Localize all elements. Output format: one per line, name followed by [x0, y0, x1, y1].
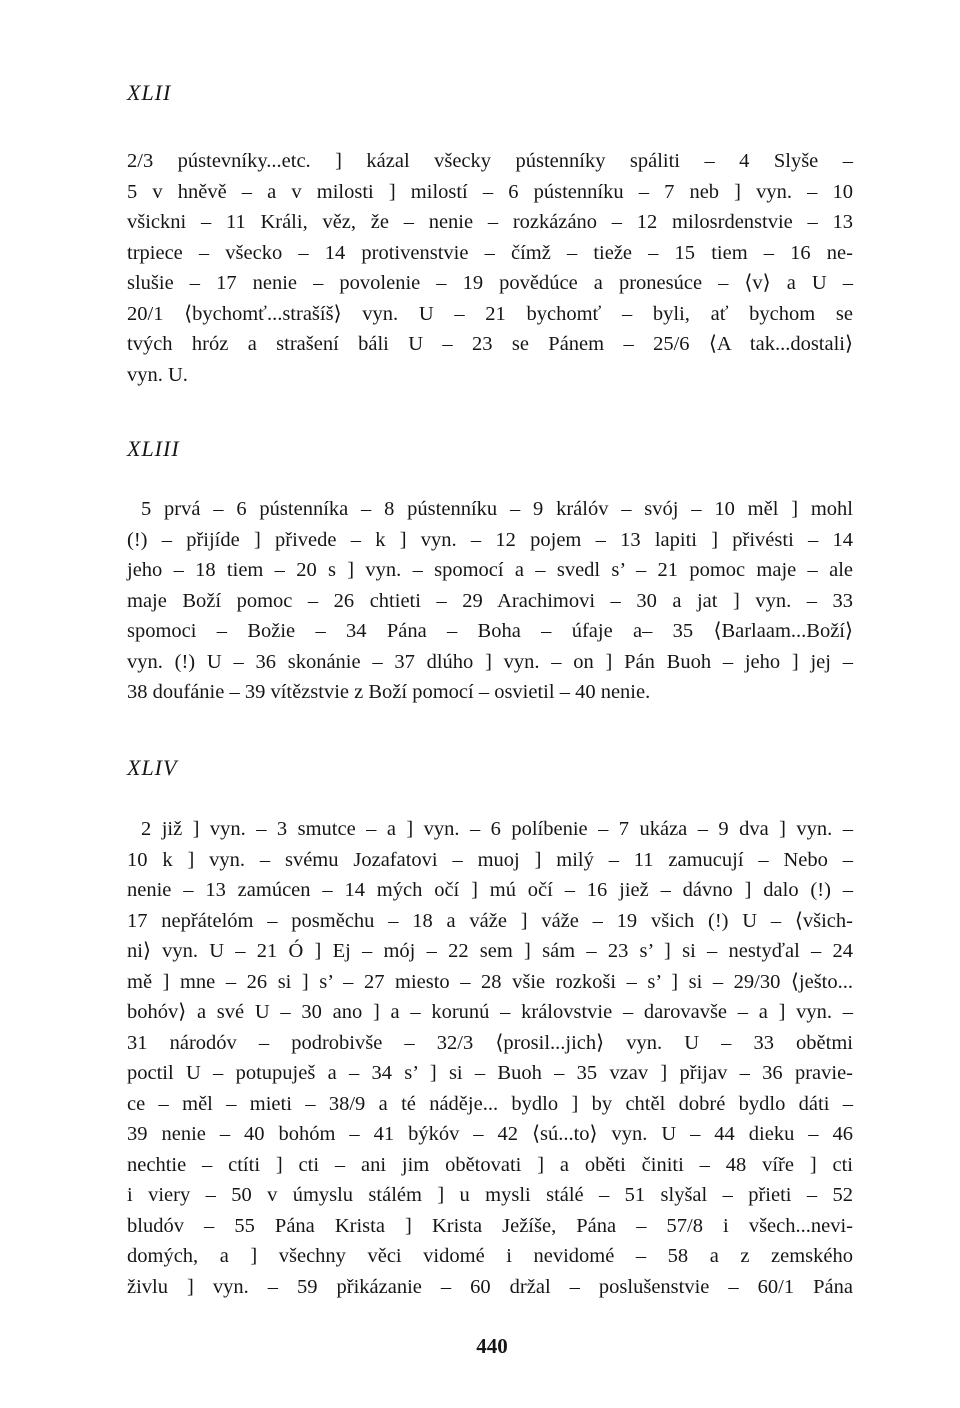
text-line: ce – měl – mieti – 38/9 a té náděje... bydlo ] by chtěl dobré bydlo dáti – — [127, 1092, 853, 1115]
text-line: (!) – přijíde ] přivede – k ] vyn. – 12 pojem – 13 lapiti ] přivésti – 14 — [127, 528, 853, 551]
text-line: všickni – 11 Králi, věz, že – nenie – rozkázáno – 12 milosrdenstvie – 13 — [127, 211, 853, 233]
text-line: bludóv – 55 Pána Krista ] Krista Ježíše, Pána – 57/8 i všech...nevi- — [127, 1214, 853, 1237]
text-line: ni⟩ vyn. U – 21 Ó ] Ej – mój – 22 sem ] sám – 23 s’ ] si – nestyďal – 24 — [127, 940, 853, 962]
text-line: 31 národóv – podrobivše – 32/3 ⟨prosil...jich⟩ vyn. U – 33 obětmi — [127, 1031, 853, 1054]
text-line: trpiece – všecko – 14 protivenstvie – čímž – tieže – 15 tiem – 16 ne- — [127, 241, 853, 264]
apparatus-paragraph-xliii — [127, 494, 853, 708]
apparatus-paragraph-xlii — [127, 146, 853, 390]
text-line: živlu ] vyn. – 59 přikázanie – 60 držal – poslušenstvie – 60/1 Pána — [127, 1275, 853, 1298]
text-line: nenie – 13 zamúcen – 14 mých očí ] mú očí – 16 jiež – dávno ] dalo (!) – — [127, 879, 853, 901]
text-line: nechtie – ctíti ] cti – ani jim obětovati ] a oběti činiti – 48 víře ] cti — [127, 1153, 853, 1176]
text-line: slušie – 17 nenie – povolenie – 19 povědúce a pronesúce – ⟨v⟩ a U – — [127, 272, 853, 294]
text-line: 17 nepřátelóm – posměchu – 18 a váže ] váže – 19 všich (!) U – ⟨všich- — [127, 909, 853, 932]
text-line: mě ] mne – 26 si ] s’ – 27 miesto – 28 všie rozkoši – s’ ] si – 29/30 ⟨ješto... — [127, 970, 853, 993]
text-line: maje Boží pomoc – 26 chtieti – 29 Arachimovi – 30 a jat ] vyn. – 33 — [127, 589, 853, 612]
text-line: i viery – 50 v úmyslu stálém ] u mysli stálé – 51 slyšal – přieti – 52 — [127, 1184, 853, 1206]
text-line: poctil U – potupuješ a – 34 s’ ] si – Buoh – 35 vzav ] přijav – 36 pravie- — [127, 1062, 853, 1084]
text-line: domých, a ] všechny věci vidomé i nevidomé – 58 a z zemského — [127, 1245, 853, 1267]
page-number: 440 — [476, 1334, 508, 1358]
text-line: 2 již ] vyn. – 3 smutce – a ] vyn. – 6 políbenie – 7 ukáza – 9 dva ] vyn. – — [141, 818, 853, 840]
text-line: tvých hróz a strašení báli U – 23 se Pánem – 25/6 ⟨A tak...dostali⟩ — [127, 333, 853, 355]
text-line: 2/3 pústevníky...etc. ] kázal všecky pústenníky spáliti – 4 Slyše – — [127, 150, 853, 172]
text-line: spomoci – Božie – 34 Pána – Boha – úfaje a– 35 ⟨Barlaam...Boží⟩ — [127, 620, 853, 642]
section-heading-xlii: XLII — [127, 80, 172, 105]
text-line: 38 doufánie – 39 vítězstvie z Boží pomocí – osvietil – 40 nenie. — [127, 681, 651, 703]
section-heading-xliv: XLIV — [127, 755, 178, 780]
text-line: 20/1 ⟨bychomť...strašíš⟩ vyn. U – 21 bychomť – byli, ať bychom se — [127, 302, 853, 325]
text-line: 5 prvá – 6 pústenníka – 8 pústenníku – 9 králóv – svój – 10 měl ] mohl — [141, 498, 853, 520]
text-line: jeho – 18 tiem – 20 s ] vyn. – spomocí a – svedl s’ – 21 pomoc maje – ale — [127, 559, 853, 581]
text-line: vyn. (!) U – 36 skonánie – 37 dlúho ] vyn. – on ] Pán Buoh – jeho ] jej – — [127, 650, 853, 673]
text-line: 5 v hněvě – a v milosti ] milostí – 6 pústenníku – 7 neb ] vyn. – 10 — [127, 180, 853, 203]
apparatus-paragraph-xliv — [127, 814, 853, 1302]
text-line: 10 k ] vyn. – svému Jozafatovi – muoj ] milý – 11 zamucují – Nebo – — [127, 848, 853, 871]
text-line: 39 nenie – 40 bohóm – 41 býkóv – 42 ⟨sú...to⟩ vyn. U – 44 dieku – 46 — [127, 1123, 853, 1145]
text-line: vyn. U. — [127, 363, 188, 386]
text-line: bohóv⟩ a své U – 30 ano ] a – korunú – královstvie – darovavše – a ] vyn. – — [127, 1001, 853, 1023]
section-heading-xliii: XLIII — [127, 436, 180, 461]
